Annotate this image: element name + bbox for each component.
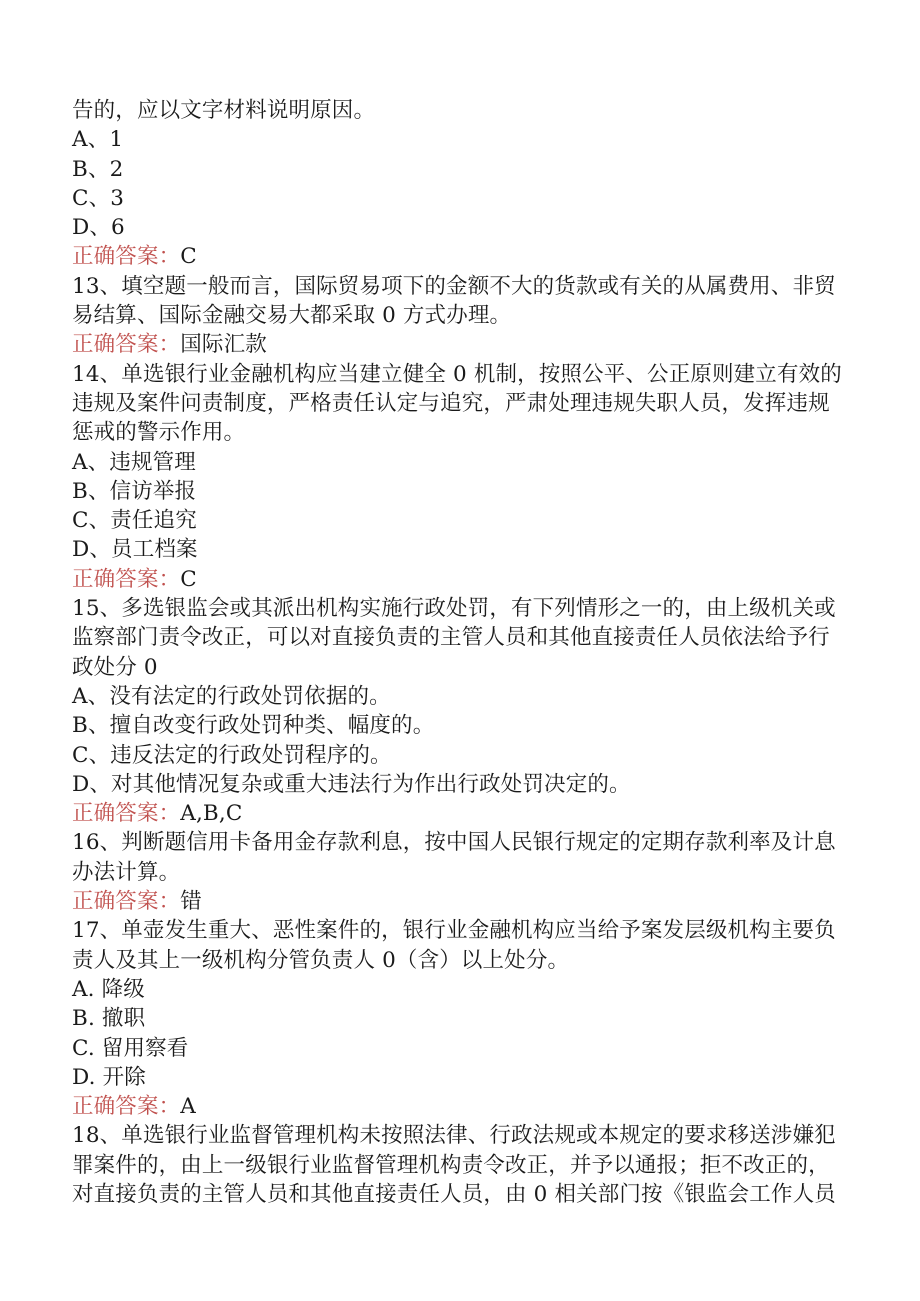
answer-label: 正确答案： [72, 566, 181, 592]
answer-label: 正确答案： [72, 889, 181, 915]
option-line: B、信访举报 [72, 478, 197, 504]
answer-label: 正确答案： [72, 332, 181, 358]
answer-value: A [180, 1094, 196, 1120]
question-line: 16、判断题信用卡备用金存款利息，按中国人民银行规定的定期存款利率及计息办法计算。 [72, 830, 836, 885]
question-line: 14、单选银行业金融机构应当建立健全 0 机制，按照公平、公正原则建立有效的违规及案件问责制度，严格责任认定与追究，严肃处理违规失职人员，发挥违规惩戒的警示作用。 [72, 361, 842, 446]
answer-line [72, 242, 848, 271]
option-line: D. 开除 [72, 1064, 146, 1090]
option-line: C、3 [72, 185, 125, 211]
answer-label: 正确答案： [72, 801, 181, 827]
answer-label: 正确答案： [72, 244, 181, 270]
answer-value: 错 [180, 889, 202, 915]
answer-line [72, 887, 848, 916]
option-line: C. 留用察看 [72, 1035, 189, 1061]
question-continuation-line: 告的，应以文字材料说明原因。 [72, 98, 376, 123]
option-line: A、违规管理 [72, 449, 196, 475]
option-line: C、责任追究 [72, 508, 197, 534]
option-line: C、违反法定的行政处罚程序的。 [72, 742, 392, 768]
option-line: B、擅自改变行政处罚种类、幅度的。 [72, 713, 435, 739]
option-line: B、2 [72, 156, 124, 182]
answer-line [72, 1092, 848, 1121]
answer-value: A,B,C [180, 801, 243, 827]
answer-label: 正确答案： [72, 1094, 181, 1120]
option-line: B. 撤职 [72, 1006, 146, 1032]
option-line: A、1 [72, 127, 124, 153]
answer-value: C [180, 566, 197, 592]
question-line: 17、单壶发生重大、恶性案件的，银行业金融机构应当给予案发层级机构主要负责人及其上一级机构分管负责人 0（含）以上处分。 [72, 918, 836, 973]
option-line: A. 降级 [72, 976, 145, 1002]
answer-line [72, 799, 848, 828]
document-body [72, 96, 848, 1209]
question-line: 13、填空题一般而言，国际贸易项下的金额不大的货款或有关的从属费用、非贸易结算、国际金融交易大都采取 0 方式办理。 [72, 273, 836, 329]
option-line: D、6 [72, 215, 125, 241]
option-line: D、员工档案 [72, 537, 198, 563]
option-line: A、没有法定的行政处罚依据的。 [72, 683, 391, 709]
question-line: 15、多选银监会或其派出机构实施行政处罚，有下列情形之一的，由上级机关或监察部门责令改正，可以对直接负责的主管人员和其他直接责任人员依法给予行政处分 0 [72, 596, 836, 680]
answer-line [72, 565, 848, 594]
question-line: 18、单选银行业监督管理机构未按照法律、行政法规或本规定的要求移送涉嫌犯罪案件的，由上一级银行业监督管理机构责令改正，并予以通报；拒不改正的，对直接负责的主管人员和其他直接责任人员，由 0 相关部门按《银监会工作人员 [72, 1123, 836, 1207]
option-line: D、对其他情况复杂或重大违法行为作出行政处罚决定的。 [72, 771, 631, 797]
answer-value: C [180, 244, 197, 270]
answer-line [72, 330, 848, 359]
answer-value: 国际汇款 [180, 332, 267, 358]
